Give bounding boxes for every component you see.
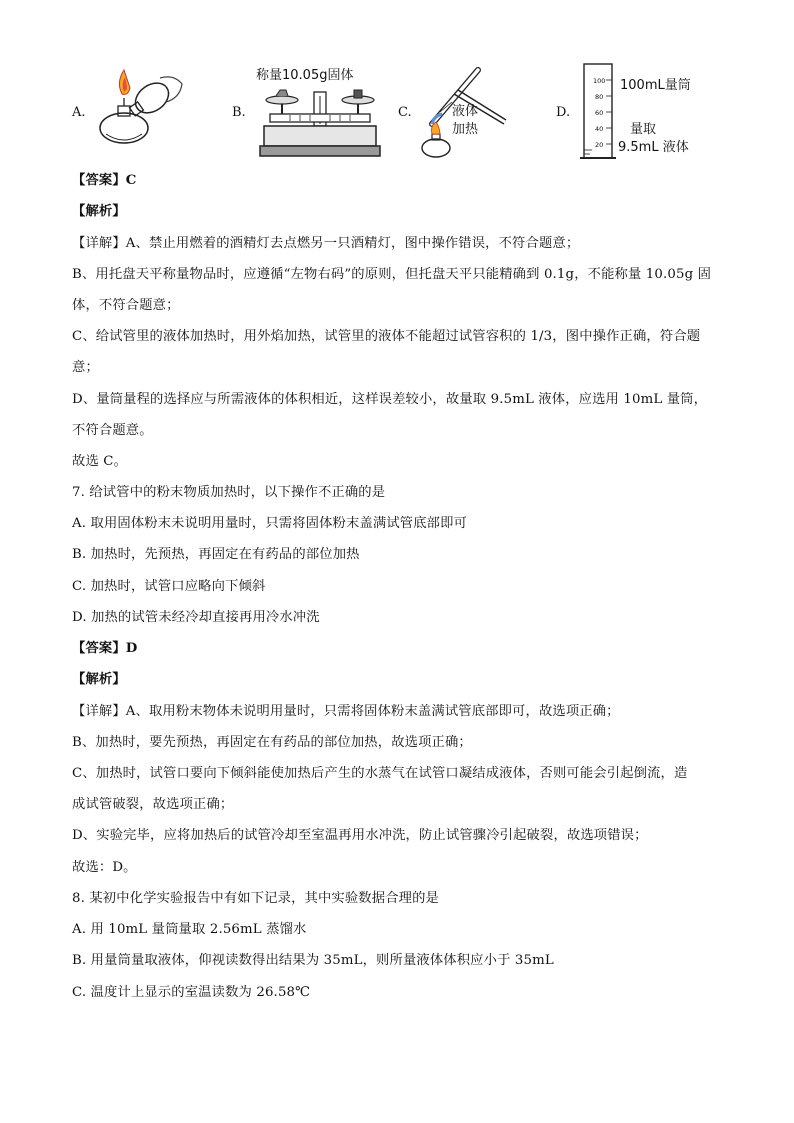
q6-detail-d-line1: D、量筒量程的选择应与所需液体的体积相近，这样误差较小，故量取 9.5mL 液体，应选用 10mL 量筒， bbox=[72, 392, 708, 407]
figure-d-caption-measure: 量取 bbox=[630, 122, 657, 137]
q6-detail-b-line1: B、用托盘天平称量物品时，应遵循“左物右码”的原则，但托盘天平只能精确到 0.1g，不能称量 10.05g 固 bbox=[72, 267, 712, 282]
figure-d-caption-volume: 9.5mL 液体 bbox=[618, 140, 689, 155]
q7-answer: 【答案】D bbox=[72, 641, 138, 656]
figure-row bbox=[70, 60, 730, 165]
figure-d-label: D. bbox=[556, 105, 571, 120]
q8-option-a: A. 用 10mL 量筒量取 2.56mL 蒸馏水 bbox=[72, 922, 307, 937]
q7-detail-b: B、加热时，要先预热，再固定在有药品的部位加热，故选项正确； bbox=[72, 735, 472, 750]
figure-b-caption: 称量10.05g固体 bbox=[256, 68, 354, 83]
figure-d-tick-80: 80 bbox=[595, 93, 604, 101]
figure-d-caption-cylinder: 100mL量筒 bbox=[620, 78, 691, 93]
q6-conclusion: 故选 C。 bbox=[72, 454, 128, 469]
q8-option-c: C. 温度计上显示的室温读数为 26.58℃ bbox=[72, 985, 311, 1000]
figure-c-label: C. bbox=[398, 105, 412, 120]
figure-b-balance-image bbox=[260, 84, 380, 162]
q7-detail-c-line1: C、加热时，试管口要向下倾斜能使加热后产生的水蒸气在试管口凝结成液体，否则可能会引起倒流，造 bbox=[72, 766, 688, 781]
q6-detail-b-line2: 体，不符合题意； bbox=[72, 298, 180, 313]
q6-detail-a: 【详解】A、禁止用燃着的酒精灯去点燃另一只酒精灯，图中操作错误，不符合题意； bbox=[72, 236, 580, 251]
figure-d-tick-60: 60 bbox=[595, 109, 604, 117]
q6-analysis-heading: 【解析】 bbox=[72, 204, 126, 219]
figure-d-tick-100: 100 bbox=[593, 77, 606, 85]
q7-stem: 7. 给试管中的粉末物质加热时，以下操作不正确的是 bbox=[72, 485, 386, 500]
q7-analysis-heading: 【解析】 bbox=[72, 672, 126, 687]
q7-detail-c-line2: 成试管破裂，故选项正确； bbox=[72, 797, 234, 812]
figure-c-caption-liquid: 液体 bbox=[452, 104, 479, 119]
q6-answer: 【答案】C bbox=[72, 173, 137, 188]
figure-a-label: A. bbox=[72, 105, 86, 120]
q6-detail-d-line2: 不符合题意。 bbox=[72, 423, 153, 438]
q8-option-b: B. 用量筒量取液体，仰视读数得出结果为 35mL，则所量液体体积应小于 35mL bbox=[72, 953, 554, 968]
figure-d-tick-40: 40 bbox=[595, 125, 604, 133]
figure-d-tick-20: 20 bbox=[595, 141, 604, 149]
q8-stem: 8. 某初中化学实验报告中有如下记录，其中实验数据合理的是 bbox=[72, 891, 439, 906]
q7-option-a: A. 取用固体粉末未说明用量时，只需将固体粉末盖满试管底部即可 bbox=[72, 516, 468, 531]
figure-a-alcohol-lamps-image bbox=[94, 68, 194, 148]
q7-conclusion: 故选：D。 bbox=[72, 860, 137, 875]
figure-c-caption-heat: 加热 bbox=[452, 122, 479, 137]
q7-detail-a: 【详解】A、取用粉末物体未说明用量时，只需将固体粉末盖满试管底部即可，故选项正确； bbox=[72, 704, 620, 719]
figure-b-label: B. bbox=[232, 105, 246, 120]
q7-detail-d: D、实验完毕，应将加热后的试管冷却至室温再用水冲洗，防止试管骤冷引起破裂，故选项错误； bbox=[72, 828, 648, 843]
q6-detail-c-line1: C、给试管里的液体加热时，用外焰加热，试管里的液体不能超过试管容积的 1/3，图中操作正确，符合题 bbox=[72, 329, 701, 344]
q7-option-d: D. 加热的试管未经冷却直接再用冷水冲洗 bbox=[72, 610, 320, 625]
q7-option-b: B. 加热时，先预热，再固定在有药品的部位加热 bbox=[72, 547, 360, 562]
q7-option-c: C. 加热时，试管口应略向下倾斜 bbox=[72, 579, 266, 594]
q6-detail-c-line2: 意； bbox=[72, 360, 99, 375]
